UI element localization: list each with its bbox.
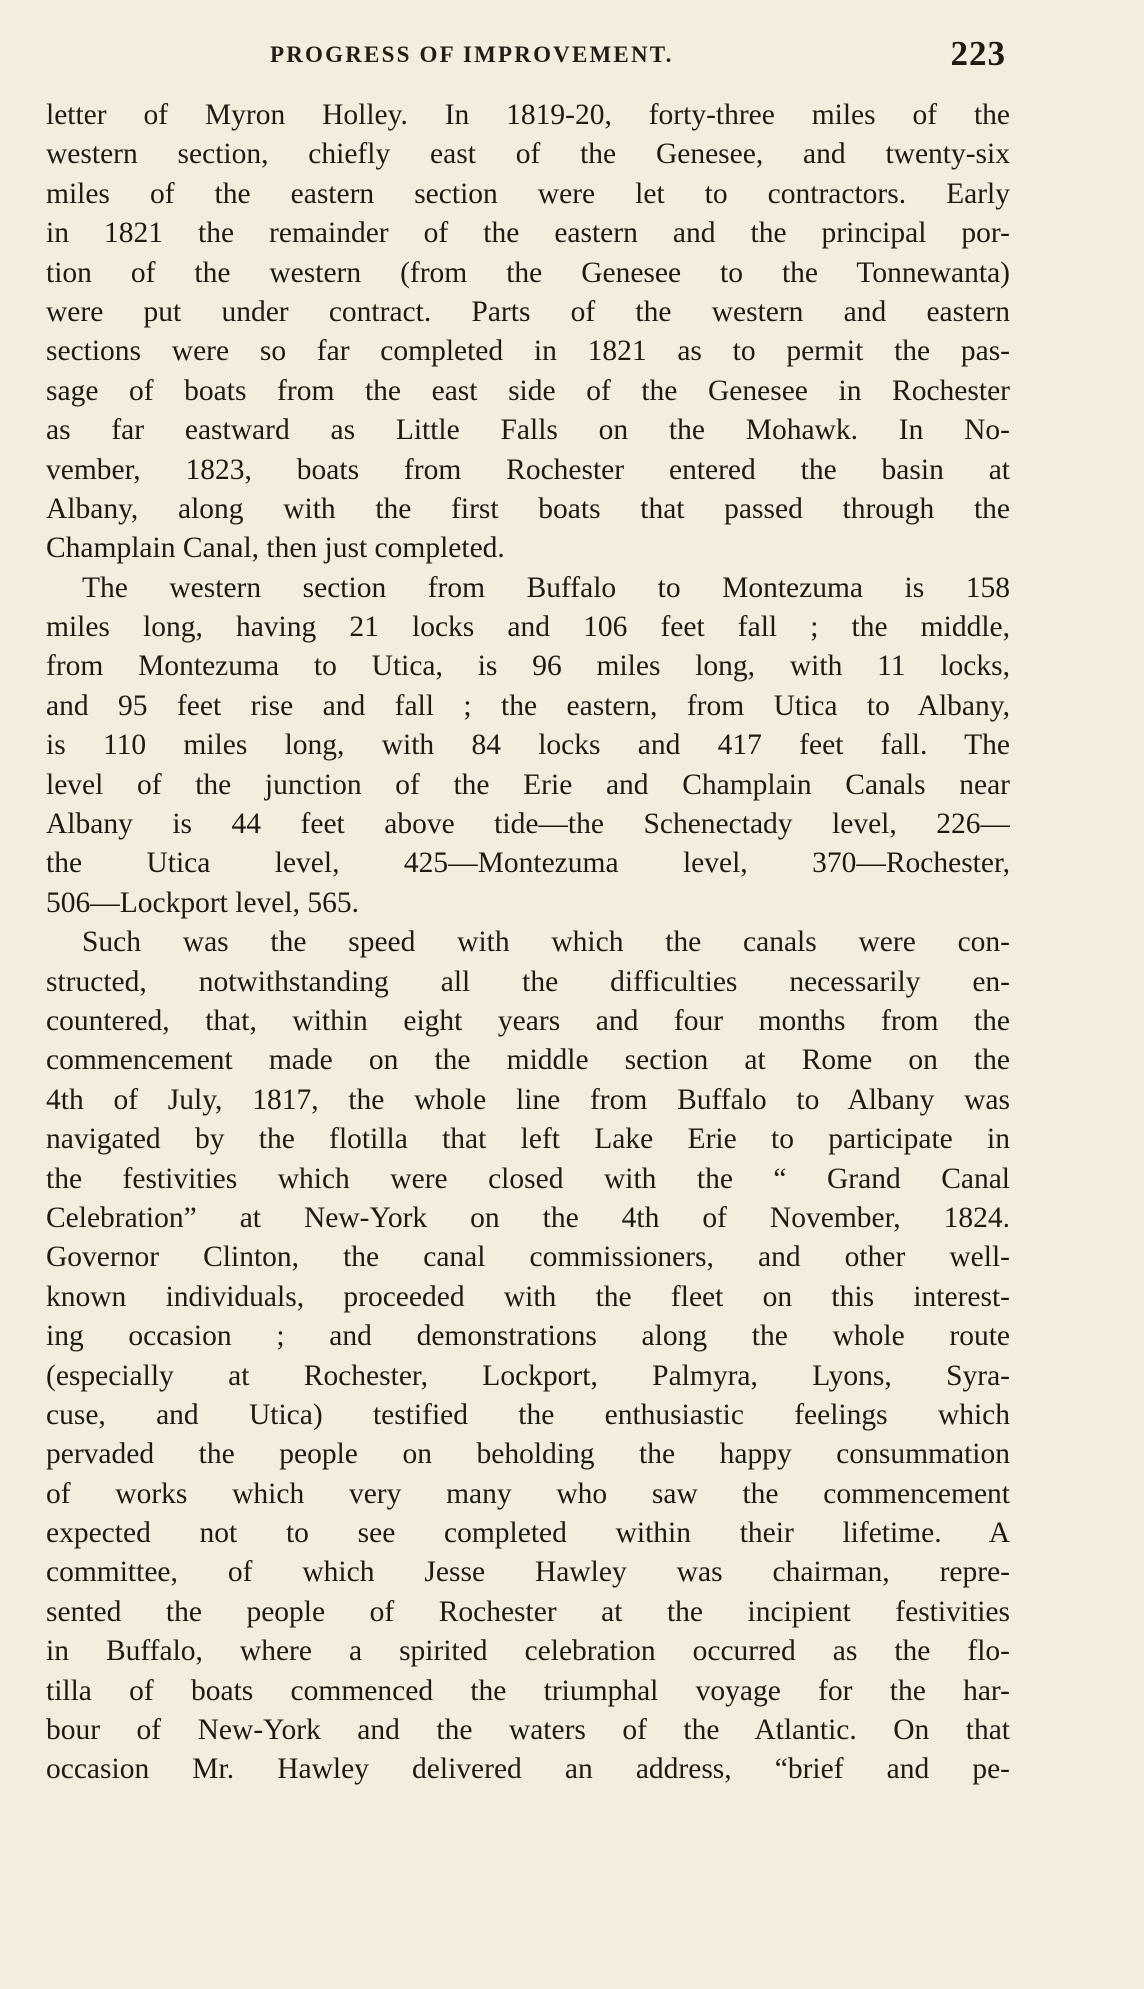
- page-number: 223: [950, 34, 1006, 73]
- text-line: sented the people of Rochester at the incipient festivities: [46, 1595, 1010, 1628]
- text-line: as far eastward as Little Falls on the Mohawk. In No-: [46, 414, 1010, 447]
- text-line: structed, notwithstanding all the difficulties necessarily en-: [46, 965, 1010, 998]
- page-header: [46, 36, 1006, 76]
- text-line: vember, 1823, boats from Rochester entered the basin at: [46, 453, 1010, 486]
- text-line: letter of Myron Holley. In 1819-20, forty-three miles of the: [46, 99, 1010, 131]
- text-line: pervaded the people on beholding the happy consummation: [46, 1438, 1010, 1471]
- text-line: Albany is 44 feet above tide—the Schenectady level, 226—: [46, 808, 1010, 841]
- text-line: occasion Mr. Hawley delivered an address, “brief and pe-: [46, 1753, 1010, 1786]
- text-line: ing occasion ; and demonstrations along the whole route: [46, 1320, 1010, 1353]
- text-line: from Montezuma to Utica, is 96 miles long, with 11 locks,: [46, 650, 1010, 683]
- text-line: Albany, along with the first boats that passed through the: [46, 492, 1010, 525]
- text-line: 4th of July, 1817, the whole line from Buffalo to Albany was: [46, 1083, 1010, 1116]
- text-line: known individuals, proceeded with the fleet on this interest-: [46, 1280, 1010, 1313]
- text-line: western section, chiefly east of the Genesee, and twenty-six: [46, 138, 1010, 171]
- paragraph: [46, 923, 1010, 1790]
- text-line: tion of the western (from the Genesee to the Tonnewanta): [46, 256, 1010, 289]
- body-text: [46, 96, 1010, 1790]
- text-line: 506—Lockport level, 565.: [46, 886, 359, 919]
- text-line: Governor Clinton, the canal commissioners, and other well-: [46, 1241, 1010, 1274]
- text-line: miles of the eastern section were let to contractors. Early: [46, 177, 1010, 210]
- text-line: in Buffalo, where a spirited celebration occurred as the flo-: [46, 1635, 1010, 1668]
- text-line: is 110 miles long, with 84 locks and 417 feet fall. The: [46, 729, 1010, 762]
- text-line: miles long, having 21 locks and 106 feet fall ; the middle,: [46, 611, 1010, 644]
- text-line: of works which very many who saw the commencement: [46, 1477, 1010, 1510]
- text-line: in 1821 the remainder of the eastern and the principal por-: [46, 217, 1010, 250]
- text-line: bour of New-York and the waters of the Atlantic. On that: [46, 1714, 1010, 1747]
- text-line: the festivities which were closed with the “ Grand Canal: [46, 1162, 1010, 1195]
- text-line: commencement made on the middle section at Rome on the: [46, 1044, 1010, 1077]
- text-line: Champlain Canal, then just completed.: [46, 532, 505, 565]
- text-line: expected not to see completed within their lifetime. A: [46, 1517, 1010, 1550]
- text-line: tilla of boats commenced the triumphal voyage for the har-: [46, 1674, 1010, 1707]
- paragraph: [46, 96, 1010, 569]
- text-line: The western section from Buffalo to Montezuma is 158: [82, 571, 1010, 604]
- paragraph: [46, 569, 1010, 924]
- text-line: (especially at Rochester, Lockport, Palmyra, Lyons, Syra-: [46, 1359, 1010, 1392]
- text-line: sections were so far completed in 1821 as to permit the pas-: [46, 335, 1010, 368]
- text-line: level of the junction of the Erie and Champlain Canals near: [46, 768, 1010, 801]
- text-line: were put under contract. Parts of the western and eastern: [46, 295, 1010, 328]
- text-line: navigated by the flotilla that left Lake Erie to participate in: [46, 1123, 1010, 1156]
- text-line: committee, of which Jesse Hawley was chairman, repre-: [46, 1556, 1010, 1589]
- text-line: and 95 feet rise and fall ; the eastern, from Utica to Albany,: [46, 689, 1010, 722]
- text-line: Such was the speed with which the canals were con-: [82, 926, 1010, 959]
- text-line: the Utica level, 425—Montezuma level, 370—Rochester,: [46, 847, 1010, 880]
- running-title: PROGRESS OF IMPROVEMENT.: [270, 42, 674, 67]
- text-line: Celebration” at New-York on the 4th of November, 1824.: [46, 1201, 1010, 1234]
- text-line: sage of boats from the east side of the Genesee in Rochester: [46, 374, 1010, 407]
- text-line: cuse, and Utica) testified the enthusiastic feelings which: [46, 1398, 1010, 1431]
- text-line: countered, that, within eight years and four months from the: [46, 1004, 1010, 1037]
